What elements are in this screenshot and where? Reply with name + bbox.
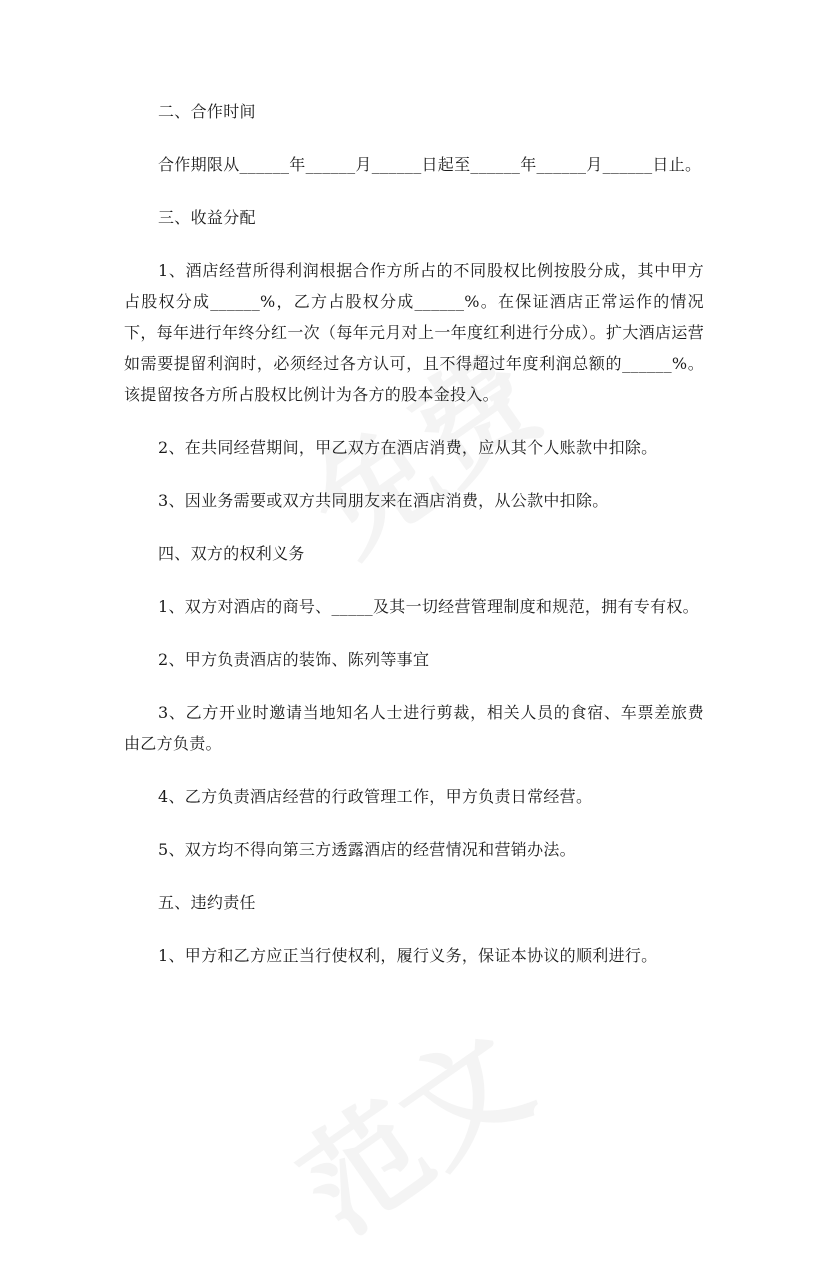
watermark <box>262 987 557 1265</box>
section-heading-profit-distribution: 三、收益分配 <box>158 208 256 227</box>
paragraph-administration: 4、乙方负责酒店经营的行政管理工作，甲方负责日常经营。 <box>158 787 593 806</box>
paragraph-business-consumption: 3、因业务需要或双方共同朋友来在酒店消费，从公款中扣除。 <box>158 491 609 510</box>
section-heading-cooperation-time: 二、合作时间 <box>158 102 256 121</box>
paragraph-party-b-opening: 3、乙方开业时邀请当地知名人士进行剪裁，相关人员的食宿、车票差旅费由乙方负责。 <box>124 703 704 753</box>
paragraph-profit-share: 1、酒店经营所得利润根据合作方所占的不同股权比例按股分成，其中甲方占股权分成______%，乙方占股权分成______%。在保证酒店正常运作的情况下，每年进行年终分红一次（每年元月对上一年度红利进行分成）。扩大酒店运营如需要提留利润时，必须经过各方认可，且不得超过年度利润总额的______%。该提留按各方所占股权比例计为各方的股本金投入。 <box>124 261 704 404</box>
paragraph-trade-name-rights: 1、双方对酒店的商号、_____及其一切经营管理制度和规范，拥有专有权。 <box>158 597 699 616</box>
section-heading-rights-obligations: 四、双方的权利义务 <box>158 544 305 563</box>
section-heading-breach-liability: 五、违约责任 <box>158 893 256 912</box>
paragraph-confidentiality: 5、双方均不得向第三方透露酒店的经营情况和营销办法。 <box>158 840 576 859</box>
document-body <box>124 96 704 993</box>
paragraph-proper-exercise: 1、甲方和乙方应正当行使权利，履行义务，保证本协议的顺利进行。 <box>158 946 658 965</box>
paragraph-personal-consumption: 2、在共同经营期间，甲乙双方在酒店消费，应从其个人账款中扣除。 <box>158 438 658 457</box>
paragraph-party-a-decoration: 2、甲方负责酒店的装饰、陈列等事宜 <box>158 650 430 669</box>
paragraph-cooperation-period: 合作期限从______年______月______日起至______年______月______日止。 <box>158 155 702 174</box>
